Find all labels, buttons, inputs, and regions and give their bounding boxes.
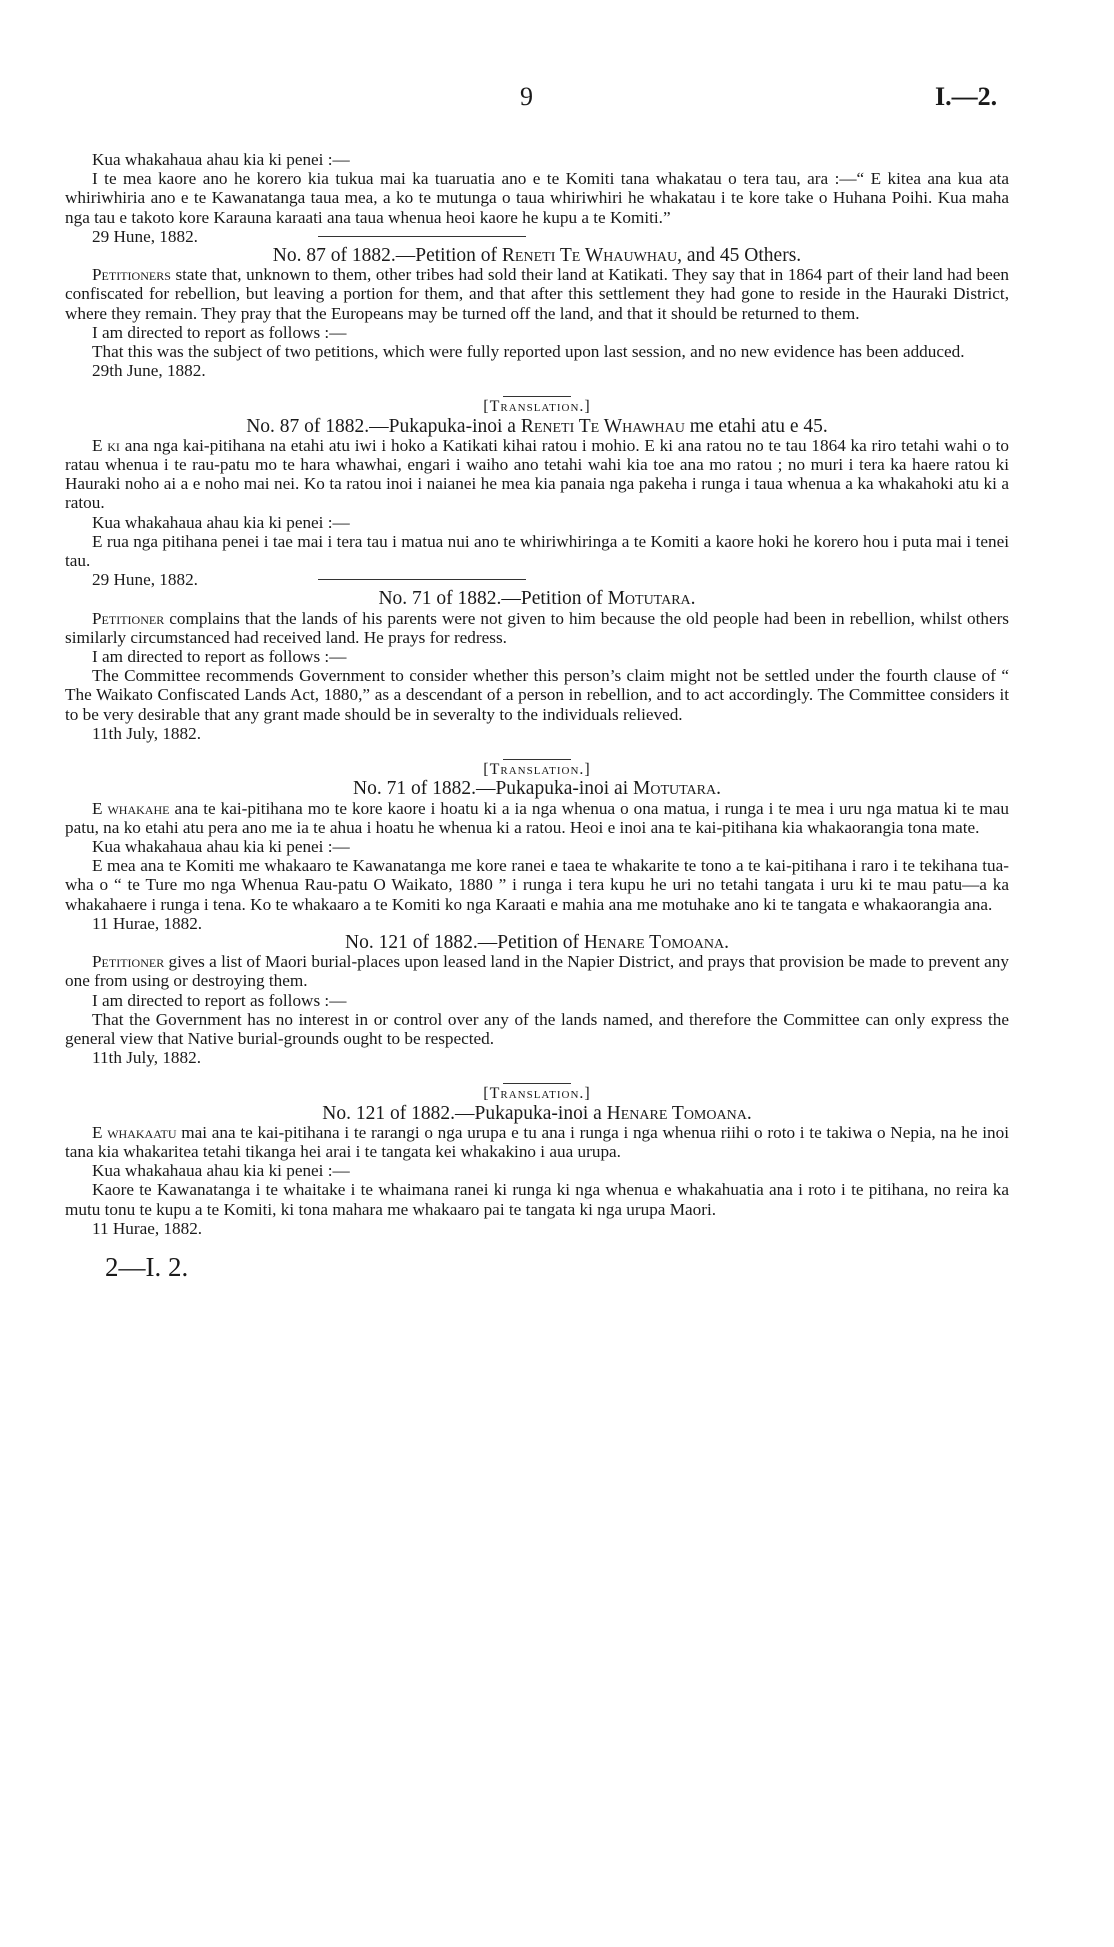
lead-word: Petitioner: [92, 608, 165, 628]
report-intro: Kua whakahaua ahau kia ki penei :—: [92, 512, 350, 532]
petition-71-section: [65, 589, 1009, 760]
petition-heading: No. 121 of 1882.—Pukapuka-inoi a Henare Tomoana.: [322, 1102, 752, 1124]
translation-121-section: [65, 1084, 1009, 1238]
lead-word: E whakaatu: [92, 1122, 177, 1142]
report-text: E mea ana te Komiti me whakaaro te Kawanatanga me kore ranei e taea te whakarite te tono a te kai-pitihana i raro i te tekihana tua-wha o “ te Ture mo nga Whenua Rau-patu O Waikato, 1880 ” i runga i tera kupu he uri no tetahi tangata i uru ki te mau patu—a ka whakahaere i runga i tena. Ko te whakaaro a te Komiti ko nga Karaati e mahia ana me motuhake ano ki te tangata e whakaorangia ana.: [65, 856, 1009, 914]
report-text: I te mea kaore ano he korero kia tukua mai ka tuaruatia ano e te Komiti tana whakatau o tera tau, ara :—“ E kitea ana kua ata whiriwhiria ano e te Kawanatanga taua mea, a ko te mutunga o taua whiriwhiri he whakatau i te kore take o Huhana Poihi. Kua maha nga tau e takoto kore Karauna karaati ana taua whenua heoi kaore he kupu a te Komiti.”: [65, 169, 1009, 227]
petition-heading: No. 121 of 1882.—Petition of Henare Tomoana.: [345, 931, 729, 953]
intro-section: [65, 150, 1009, 246]
date: 11th July, 1882.: [92, 1048, 202, 1068]
date: 29 Hune, 1882.: [92, 226, 198, 246]
report-text: The Committee recommends Government to consider whether this person’s claim might not be settled under the fourth clause of “ The Waikato Confiscated Lands Act, 1880,” as a descendant of a person in rebellion, and to act accordingly. The Committee considers it to be very desirable that any grant made should be in severalty to the individuals relieved.: [65, 666, 1009, 724]
petitioner-name: Motutara: [633, 778, 717, 800]
lead-word: E ki: [92, 435, 120, 455]
petition-heading: No. 71 of 1882.—Petition of Motutara.: [378, 588, 696, 610]
petition-heading: No. 87 of 1882.—Petition of Reneti Te Whauwhau, and 45 Others.: [272, 245, 802, 267]
translation-label: [Translation.]: [483, 761, 591, 779]
petition-87-section: [65, 246, 1009, 397]
date: 29 Hune, 1882.: [92, 570, 198, 590]
date: 11 Hurae, 1882.: [92, 1218, 203, 1238]
lead-word: E whakahe: [92, 798, 170, 818]
date-line: [65, 227, 1009, 246]
lead-word: Petitioner: [92, 952, 165, 972]
report-text: That the Government has no interest in or control over any of the lands named, and therefore the Committee can only express the general view that Native burial-grounds ought to be respected.: [65, 1009, 1009, 1048]
report-text: That this was the subject of two petitions, which were fully reported upon last session, and no new evidence has been adduced.: [92, 342, 965, 362]
report-text: E rua nga pitihana penei i tae mai i tera tau i matua nui ano te whiriwhiringa a te Komiti a kaore hoki he korero hou i puta mai i tenei tau.: [65, 531, 1009, 571]
date-line: [65, 570, 1009, 589]
petition-heading: No. 87 of 1882.—Pukapuka-inoi a Reneti Te Whawhau me etahi atu e 45.: [246, 415, 828, 437]
translation-87-section: [65, 397, 1009, 589]
petition-body: E whakaatu mai ana te kai-pitihana i te rarangi o nga urupa e tu ana i runga i nga whenua riihi o roto i te takiwa o Nepia, na he inoi tana kia whakaritea tetahi tikanga hei arai i te tangata kei whakakino i aua urupa.: [65, 1122, 1009, 1161]
report-intro: Kua whakahaua ahau kia ki penei :—: [92, 1161, 350, 1181]
translation-label: [Translation.]: [483, 398, 591, 416]
page-number: 9: [520, 82, 533, 111]
petitioner-name: Reneti Te Whauwhau: [501, 245, 678, 267]
divider: [318, 579, 526, 580]
petitioner-name: Henare Tomoana: [583, 931, 725, 953]
petition-121-section: [65, 933, 1009, 1084]
lead-word: Petitioners: [92, 265, 171, 285]
date: 29th June, 1882.: [92, 361, 206, 381]
report-intro: Kua whakahaua ahau kia ki penei :—: [92, 836, 350, 856]
signature-mark: 2—I. 2.: [105, 1251, 189, 1282]
translation-label: [Translation.]: [483, 1085, 591, 1103]
petitioner-name: Motutara: [607, 588, 691, 610]
petition-heading: No. 71 of 1882.—Pukapuka-inoi ai Motutara.: [353, 778, 721, 800]
report-intro: I am directed to report as follows :—: [92, 322, 347, 342]
document-body: [65, 150, 1009, 1282]
date: 11 Hurae, 1882.: [92, 913, 203, 933]
page-reference: I.—2.: [935, 82, 998, 111]
petition-body: Petitioner gives a list of Maori burial-places upon leased land in the Napier District, and prays that provision be made to prevent any one from using or destroying them.: [65, 952, 1009, 991]
report-text: Kaore te Kawanatanga i te whaitake i te whaimana ranei ki runga ki nga whenua e whakahuatia ana i roto i te pitihana, no reira ka mutu tonu te kupu a te Komiti, ki tona mahara me whakaaro pai te tangata ki nga urupa Maori.: [65, 1180, 1009, 1219]
report-intro: Kua whakahaua ahau kia ki penei :—: [92, 150, 350, 169]
petitioner-name: Henare Tomoana: [606, 1102, 747, 1124]
page-header: [0, 82, 1114, 112]
petition-body: Petitioner complains that the lands of his parents were not given to him because the old people had been in rebellion, whilst others similarly circumstanced had received land. He prays for redress.: [65, 608, 1009, 647]
petitioner-name: Reneti Te Whawhau: [520, 415, 685, 437]
petition-body: E whakahe ana te kai-pitihana mo te kore kaore i hoatu ki a ia nga whenua o ona matua, i runga i te mea i uru nga matua ki te mau patu, na ko etahi atu pera ano me ia te ahua i hoatu he whenua ki a ratou. Heoi e inoi ana te kai-pitihana kia whakaorangia tona mate.: [65, 798, 1009, 837]
divider: [318, 236, 526, 237]
petition-body: E ki ana nga kai-pitihana na etahi atu iwi i hoko a Katikati kihai ratou i mohio. E ki ana ratou no te tau 1864 ka riro tetahi wahi o to ratau whenua i te rau-patu mo te hara whawhai, engari i waiho ano tetahi wahi kia toe ana mo ratou ; no muri i tera ka haere ratou ki Hauraki noho ai a e noho mai nei. Ko ta ratou inoi i naianei he mea kia panaia nga pakeha i runga i taua whenua a ka whakahoki atu ki a ratou.: [65, 435, 1009, 513]
report-intro: I am directed to report as follows :—: [92, 990, 347, 1010]
date: 11th July, 1882.: [92, 723, 202, 743]
petition-body: Petitioners state that, unknown to them, other tribes had sold their land at Katikati. They say that in 1864 part of their land had been confiscated for rebellion, but leaving a portion for them, and that after this settlement they had gone to reside in the Hauraki District, where they remain. They pray that the Europeans may be turned off the land, and that it should be returned to them.: [65, 265, 1009, 323]
translation-71-section: [65, 760, 1009, 933]
report-intro: I am directed to report as follows :—: [92, 647, 347, 667]
